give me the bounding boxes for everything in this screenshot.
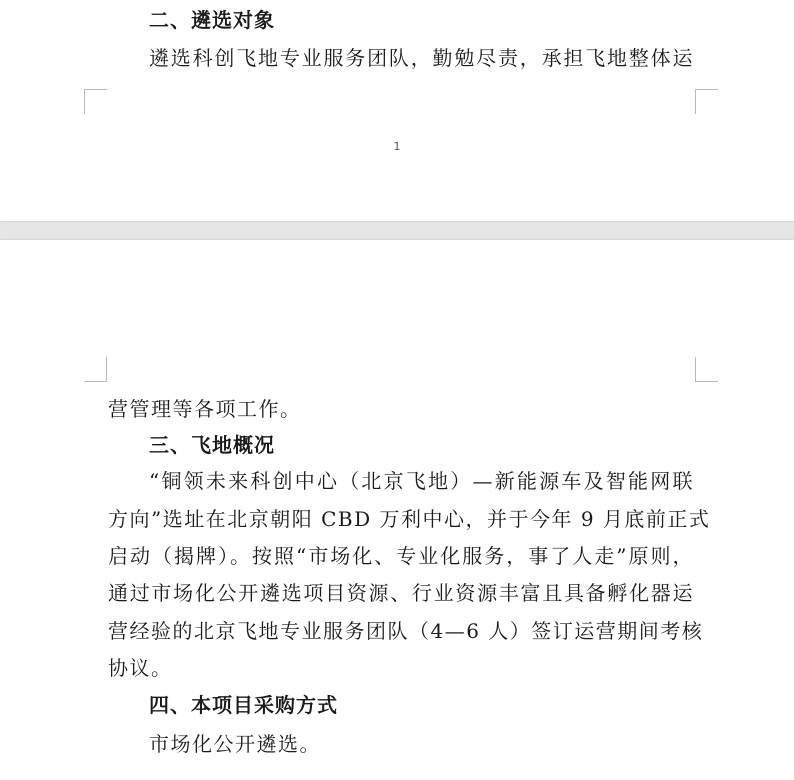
paragraph-line: 协议。 <box>108 656 173 680</box>
paragraph-line: 遴选科创飞地专业服务团队，勤勉尽责，承担飞地整体运 <box>149 46 694 70</box>
page-number: 1 <box>393 140 401 153</box>
margin-corner-mark <box>84 89 107 114</box>
paragraph-line: 方向”选址在北京朝阳 CBD 万利中心，并于今年 9 月底前正式 <box>108 507 711 531</box>
paragraph-line: 营管理等各项工作。 <box>108 397 302 421</box>
paragraph-line: 营经验的北京飞地专业服务团队（4—6 人）签订运营期间考核 <box>108 619 704 643</box>
paragraph-line: “铜领未来科创中心（北京飞地）—新能源车及智能网联 <box>149 469 694 493</box>
section-heading-2: 二、遴选对象 <box>149 8 275 32</box>
margin-corner-mark <box>695 357 718 382</box>
paragraph-line: 市场化公开遴选。 <box>149 732 321 756</box>
paragraph-line: 启动（揭牌）。按照“市场化、专业化服务，事了人走”原则， <box>108 544 694 568</box>
margin-corner-mark <box>695 89 718 114</box>
section-heading-3: 三、飞地概况 <box>149 433 275 457</box>
section-heading-4: 四、本项目采购方式 <box>149 693 338 717</box>
document-page-2 <box>0 240 794 780</box>
margin-corner-mark <box>84 357 107 382</box>
document-page-1 <box>0 0 794 221</box>
paragraph-line: 通过市场化公开遴选项目资源、行业资源丰富且具备孵化器运 <box>108 581 694 605</box>
